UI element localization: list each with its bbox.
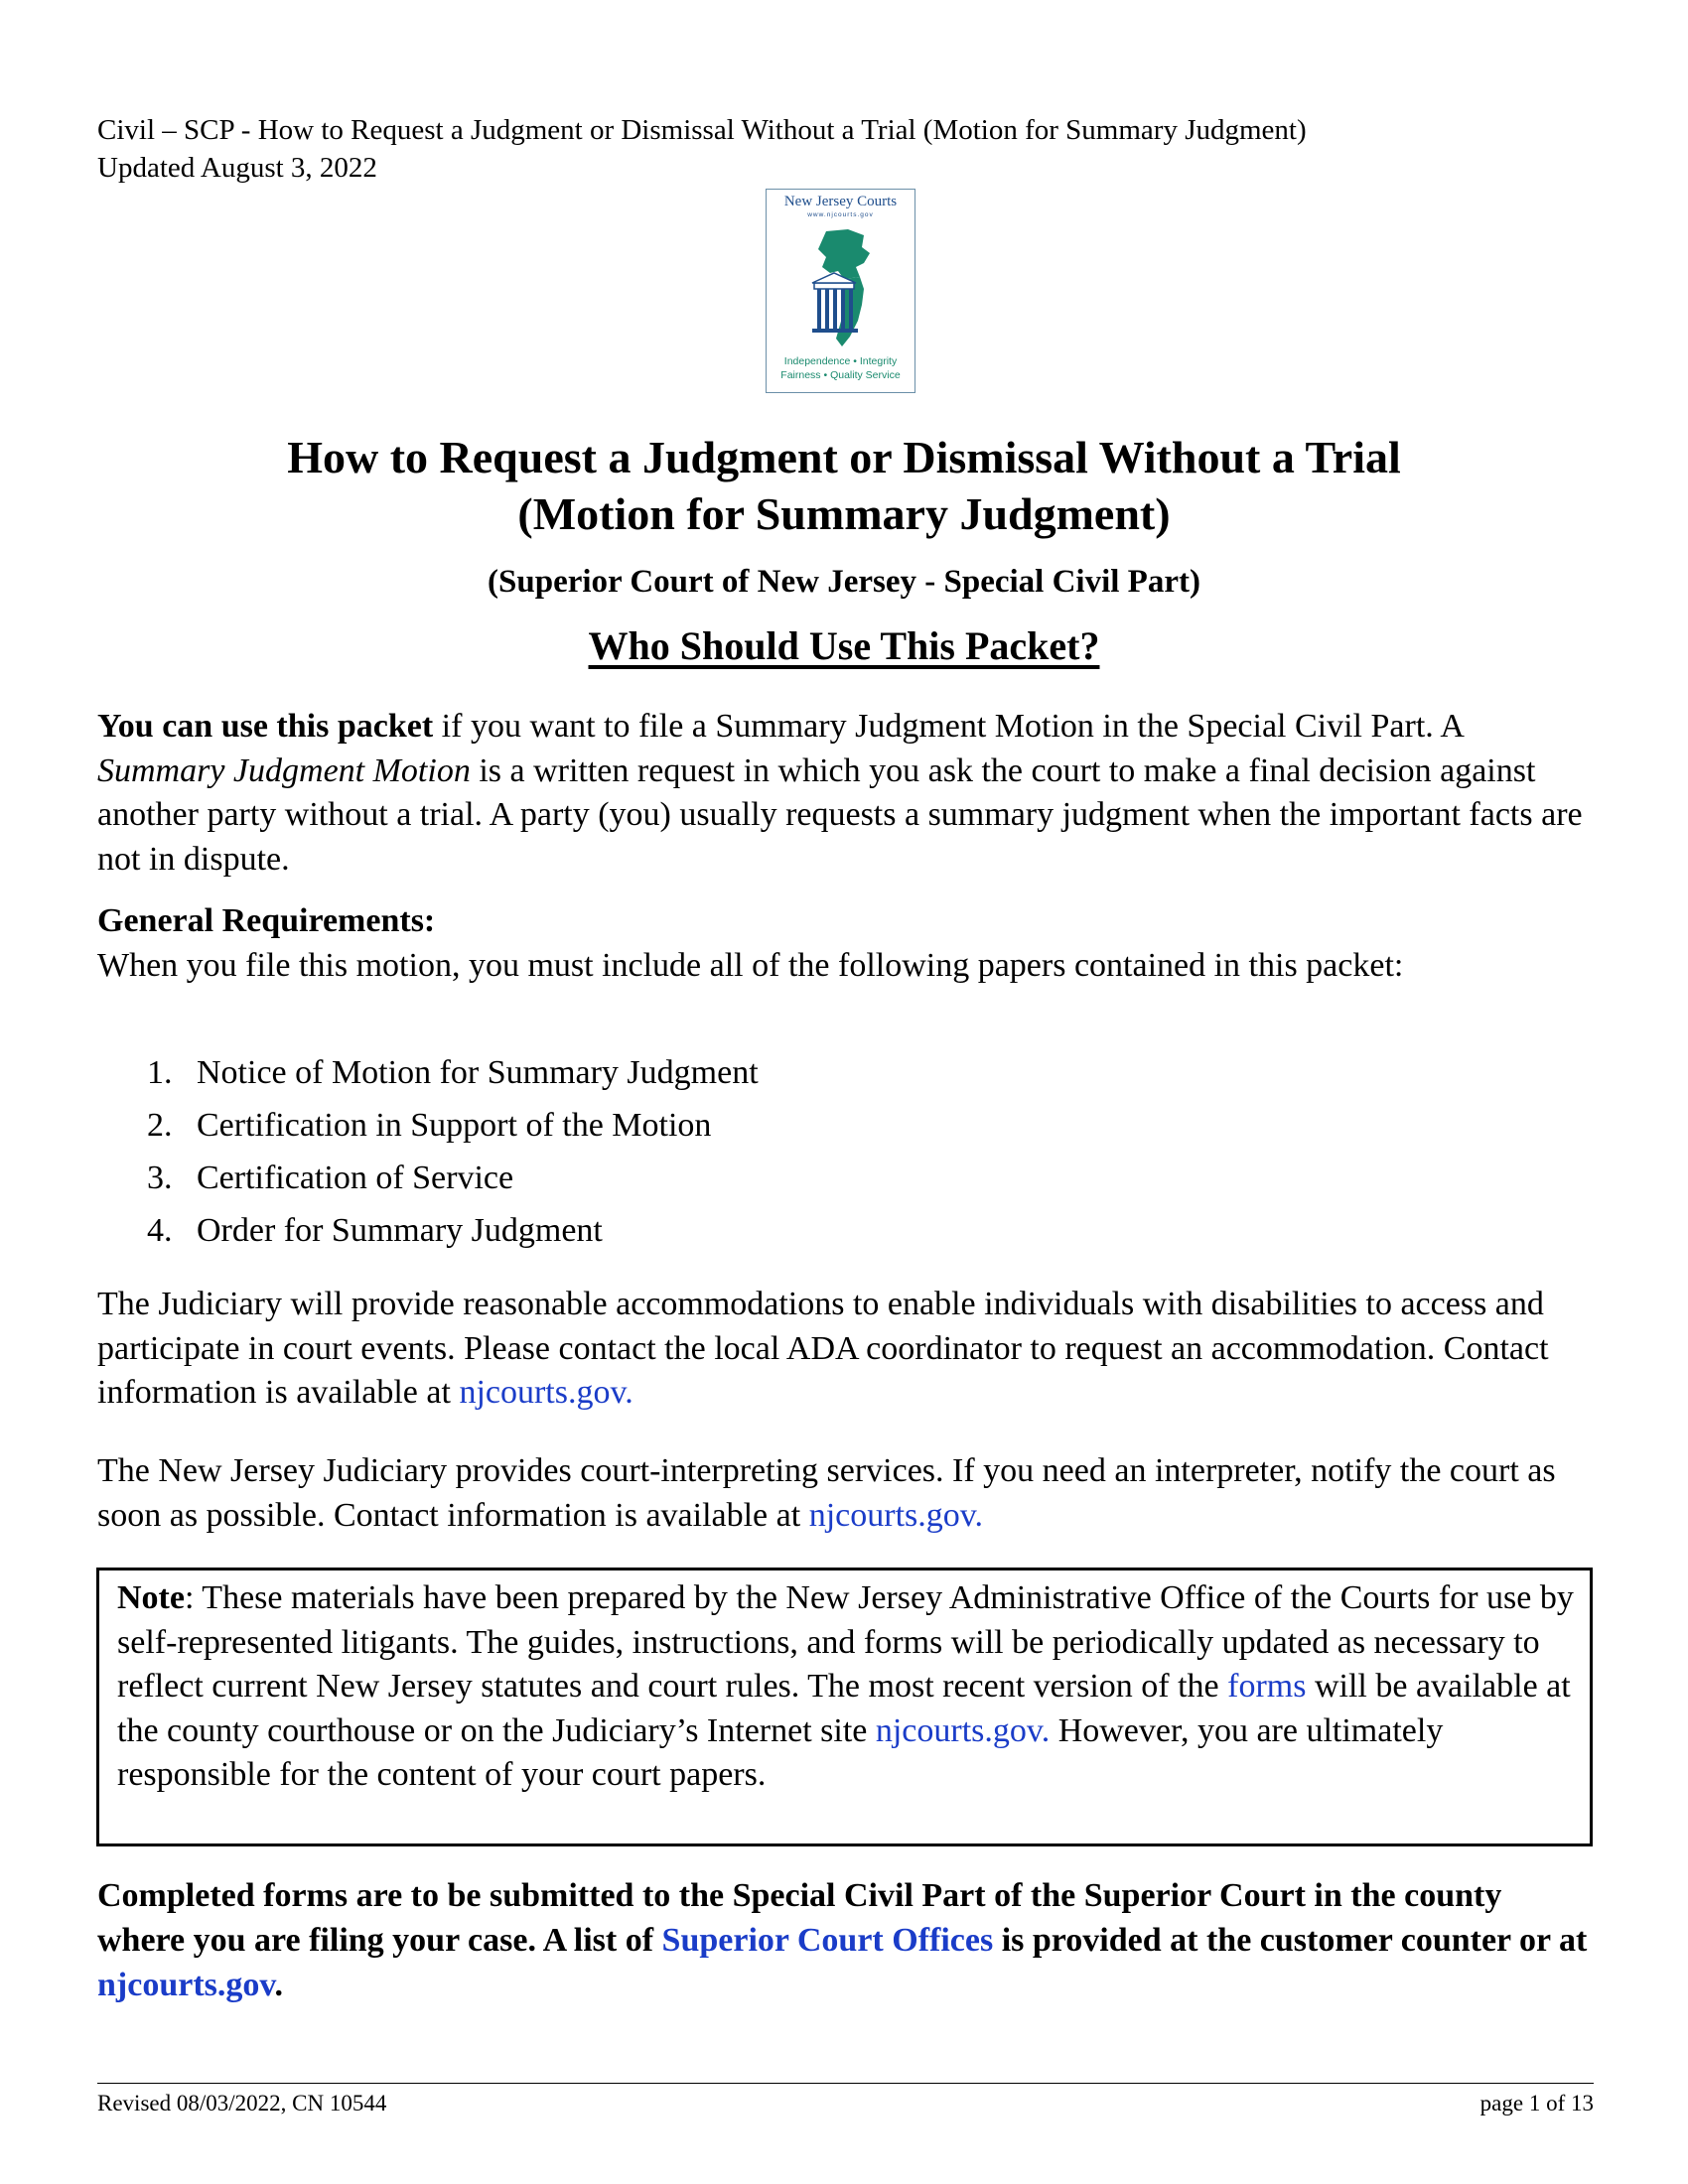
note-forms-link[interactable]: forms xyxy=(1227,1668,1307,1705)
accommodations-njcourts-link[interactable]: njcourts.gov. xyxy=(459,1374,633,1411)
list-item xyxy=(147,1204,759,1257)
header-updated-date: Updated August 3, 2022 xyxy=(97,152,377,184)
logo-url: www.njcourts.gov xyxy=(807,211,874,218)
note-box xyxy=(96,1568,1593,1846)
list-item-label: Certification of Service xyxy=(197,1160,514,1196)
final-text-3: . xyxy=(274,1967,283,2003)
list-item-number: 2. xyxy=(147,1107,173,1144)
page-title xyxy=(0,429,1688,542)
interpreting-paragraph xyxy=(97,1449,1597,1538)
note-njcourts-link[interactable]: njcourts.gov. xyxy=(875,1711,1051,1749)
final-text-1: Completed forms are to be submitted to the Special Civil Part of the Superior Court in the county where you are filing your case. A list of xyxy=(97,1877,1502,1959)
list-item-number: 4. xyxy=(147,1212,173,1249)
note-text-2: will be available at the county courthouse or on the Judiciary’s Internet site xyxy=(117,1668,1571,1749)
page-subtitle: (Superior Court of New Jersey - Special Civil Part) xyxy=(488,564,1200,600)
header-title-line: Civil – SCP - How to Request a Judgment or Dismissal Without a Trial (Motion for Summary Judgment) xyxy=(97,114,1307,146)
page-title-line1: How to Request a Judgment or Dismissal Without a Trial xyxy=(287,432,1401,482)
footer-revision: Revised 08/03/2022, CN 10544 xyxy=(97,2091,387,2116)
note-text-3: However, you are ultimately responsible for the content of your court papers. xyxy=(117,1711,1444,1793)
page-title-line2: (Motion for Summary Judgment) xyxy=(517,488,1171,539)
required-papers-list xyxy=(147,1046,759,1257)
section-heading-text: Who Should Use This Packet? xyxy=(588,623,1100,668)
interpreting-text: The New Jersey Judiciary provides court-interpreting services. If you need an interpreter, notify the court as soon as possible. Contact information is available at xyxy=(97,1452,1556,1534)
submission-instructions xyxy=(97,1873,1597,2007)
note-label: Note xyxy=(117,1579,185,1616)
list-item-label: Order for Summary Judgment xyxy=(197,1212,603,1249)
accommodations-paragraph xyxy=(97,1283,1597,1416)
nj-courts-logo xyxy=(766,189,915,393)
list-item-label: Certification in Support of the Motion xyxy=(197,1107,712,1144)
requirements-section xyxy=(97,899,1597,988)
logo-motto-line2: Fairness • Quality Service xyxy=(780,369,901,381)
final-text-2: is provided at the customer counter or at xyxy=(993,1922,1588,1959)
logo-title: New Jersey Courts xyxy=(783,194,898,209)
list-item-number: 3. xyxy=(147,1160,173,1196)
interpreting-njcourts-link[interactable]: njcourts.gov. xyxy=(808,1496,984,1534)
list-item-number: 1. xyxy=(147,1054,173,1091)
requirements-text: When you file this motion, you must include all of the following papers contained in this packet: xyxy=(97,946,1404,984)
final-njcourts-link[interactable]: njcourts.gov xyxy=(97,1967,275,2003)
footer-divider xyxy=(97,2083,1594,2084)
intro-text-1: if you want to file a Summary Judgment Motion in the Special Civil Part. A xyxy=(433,708,1464,745)
intro-paragraph xyxy=(97,705,1597,882)
logo-motto xyxy=(767,354,914,382)
intro-bold-lead: You can use this packet xyxy=(97,708,434,745)
intro-italic-term: Summary Judgment Motion xyxy=(97,751,471,789)
intro-text-2: is a written request in which you ask the court to make a final decision against another party without a trial. A party (you) usually requests a summary judgment when the important facts are not in dispute. xyxy=(97,751,1583,878)
note-text-1: : These materials have been prepared by the New Jersey Administrative Office of the Courts for use by self-represented litigants. The guides, instructions, and forms will be periodically updated as necessary to reflect current New Jersey statutes and court rules. The most recent version of the xyxy=(117,1579,1574,1705)
logo-motto-line1: Independence • Integrity xyxy=(783,355,898,367)
section-heading xyxy=(0,621,1688,671)
list-item-label: Notice of Motion for Summary Judgment xyxy=(197,1054,759,1091)
document-header xyxy=(97,111,1307,187)
nj-map-courthouse-icon xyxy=(804,227,880,350)
superior-court-offices-link[interactable]: Superior Court Offices xyxy=(661,1922,994,1959)
requirements-heading: General Requirements: xyxy=(97,902,436,939)
list-item xyxy=(147,1046,759,1099)
list-item xyxy=(147,1099,759,1152)
footer-page-number: page 1 of 13 xyxy=(1479,2091,1594,2116)
list-item xyxy=(147,1152,759,1204)
accommodations-text: The Judiciary will provide reasonable accommodations to enable individuals with disabilities to access and participate in court events. Please contact the local ADA coordinator to request an accommodation. Contact information is available at xyxy=(97,1286,1549,1411)
